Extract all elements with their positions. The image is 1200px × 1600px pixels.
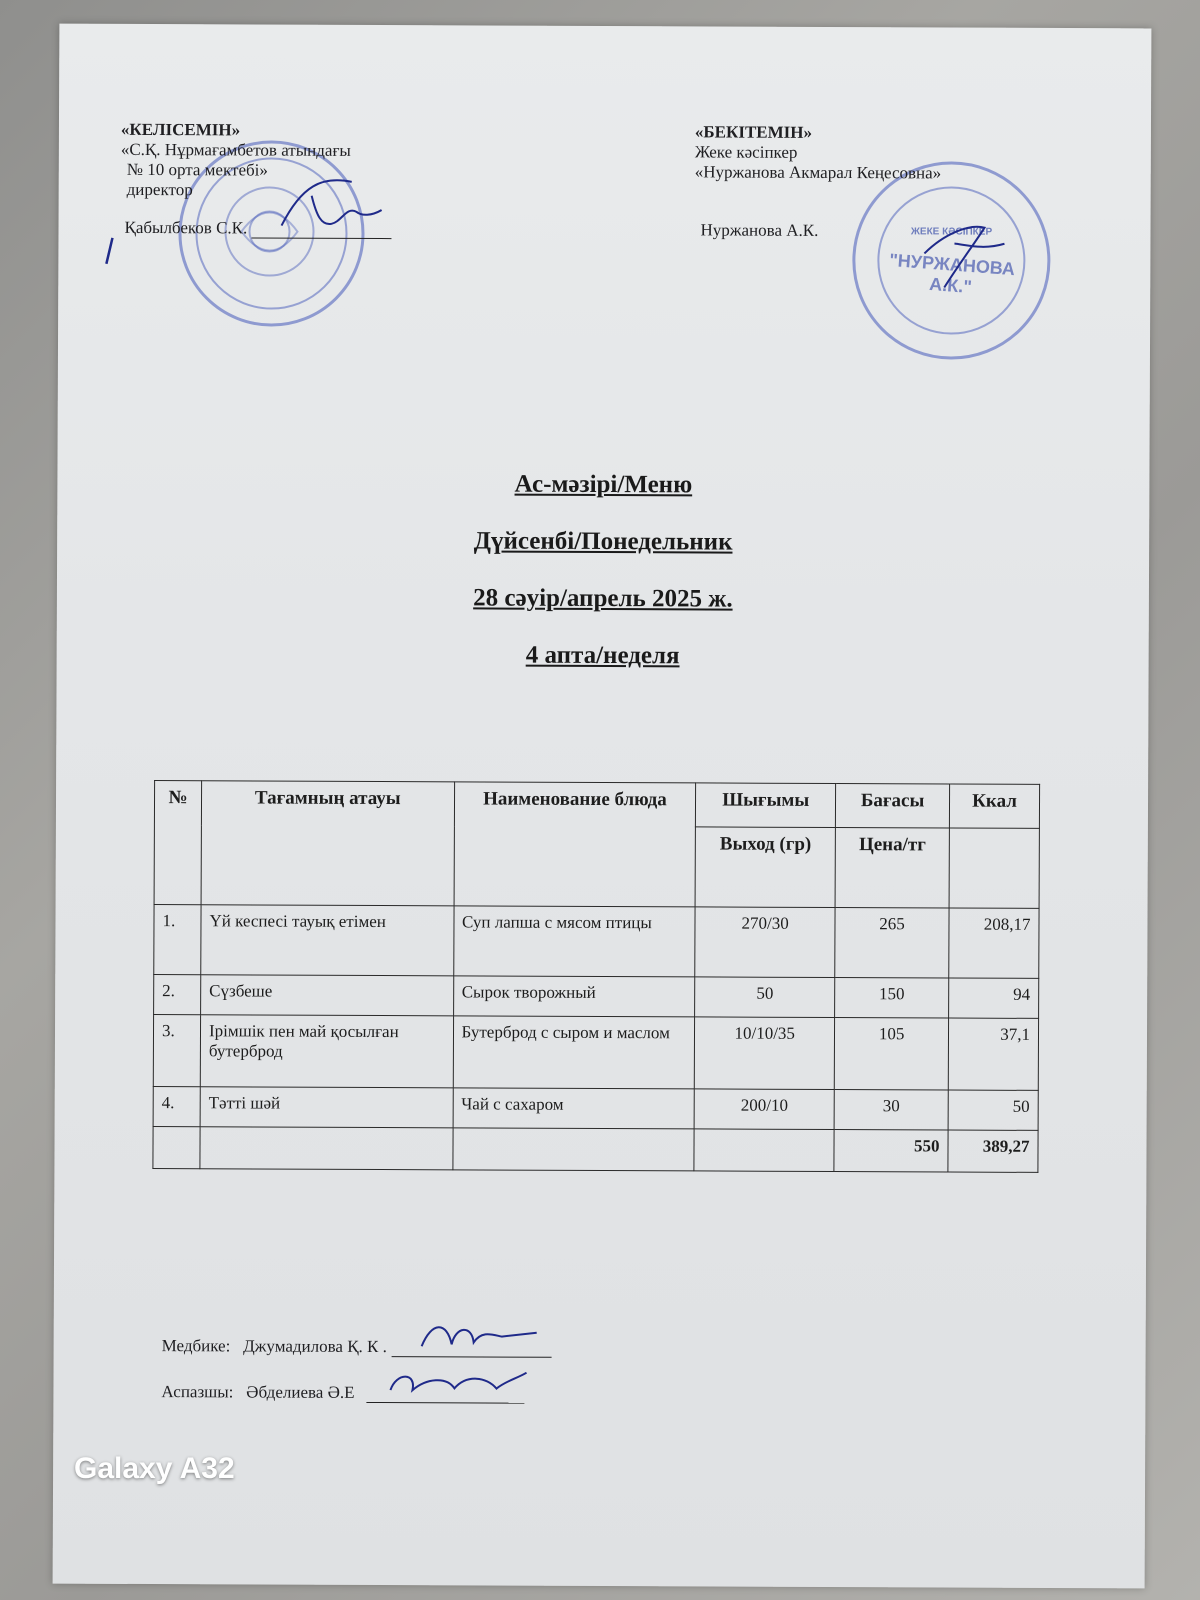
cook-name: Әбделиева Ә.Е bbox=[246, 1382, 355, 1402]
approval-right-name: Нуржанова А.К. bbox=[700, 220, 819, 240]
document-page bbox=[53, 24, 1152, 1589]
row-num: 3. bbox=[153, 1015, 200, 1087]
signature-line-director bbox=[251, 219, 391, 239]
cook-signature-line bbox=[161, 1382, 524, 1404]
camera-watermark: Galaxy A32 bbox=[74, 1452, 235, 1485]
row-name-ru: Сырок творожный bbox=[453, 976, 695, 1017]
row-name-kz: Үй кеспесі тауық етімен bbox=[201, 905, 454, 976]
row-kcal: 37,1 bbox=[948, 1018, 1038, 1090]
row-name-ru: Бутерброд с сыром и маслом bbox=[453, 1016, 695, 1089]
stamp-center-text: ЖЕКЕ КӘСІПКЕР bbox=[910, 226, 993, 238]
row-num: 2. bbox=[154, 975, 201, 1015]
row-price: 30 bbox=[834, 1090, 948, 1130]
row-kcal: 50 bbox=[948, 1090, 1038, 1130]
director-signature bbox=[262, 176, 402, 237]
header-num: № bbox=[154, 781, 202, 905]
nurse-signature-line bbox=[162, 1336, 552, 1358]
row-yield: 10/10/35 bbox=[695, 1017, 835, 1090]
header-name-kz: Тағамның атауы bbox=[201, 781, 454, 906]
approval-left-name: Қабылбеков С.К. bbox=[124, 217, 248, 238]
row-kcal: 94 bbox=[949, 978, 1039, 1018]
title-week: 4 апта/неделя bbox=[525, 641, 680, 670]
row-name-ru: Суп лапша с мясом птицы bbox=[453, 906, 695, 977]
total-price: 550 bbox=[834, 1130, 948, 1172]
nurse-role: Медбике: bbox=[161, 1336, 231, 1356]
header-kcal: Ккал bbox=[949, 784, 1039, 828]
row-price: 105 bbox=[834, 1018, 948, 1090]
tick-mark bbox=[102, 236, 116, 266]
row-num: 1. bbox=[154, 905, 201, 975]
table-row bbox=[154, 975, 1039, 1019]
approval-left-line3: директор bbox=[126, 179, 193, 200]
table-row bbox=[153, 1015, 1038, 1091]
cook-signature bbox=[377, 1364, 537, 1405]
row-price: 265 bbox=[835, 908, 949, 978]
row-name-ru: Чай с сахаром bbox=[453, 1088, 695, 1129]
stamp-name-text: "НУРЖАНОВА А.К." bbox=[888, 249, 1016, 298]
row-yield: 50 bbox=[695, 977, 835, 1018]
approval-left-heading: «КЕЛІСЕМІН» bbox=[120, 119, 241, 140]
row-name-kz: Сүзбеше bbox=[201, 975, 454, 1016]
table-header-row bbox=[154, 781, 1039, 829]
row-price: 150 bbox=[835, 978, 949, 1018]
entrepreneur-signature bbox=[914, 213, 1014, 293]
total-kcal: 389,27 bbox=[948, 1130, 1038, 1172]
title-date: 28 сәуір/апрель 2025 ж. bbox=[473, 584, 733, 613]
menu-table bbox=[152, 780, 1040, 1173]
cook-sign-underline bbox=[367, 1384, 525, 1404]
approval-right-heading: «БЕКІТЕМІН» bbox=[694, 122, 813, 142]
approval-right-line1: Жеке кәсіпкер bbox=[694, 142, 798, 162]
approval-right bbox=[694, 122, 941, 241]
row-num: 4. bbox=[153, 1087, 200, 1127]
menu-title bbox=[57, 454, 1150, 687]
title-menu: Ас-мәзірі/Меню bbox=[514, 470, 693, 499]
row-name-kz: Тәтті шәй bbox=[200, 1087, 453, 1128]
row-yield: 200/10 bbox=[694, 1089, 834, 1130]
nurse-name: Джумадилова Қ. К . bbox=[243, 1336, 387, 1357]
header-yield-ru: Выход (гр) bbox=[695, 827, 835, 908]
nurse-sign-underline bbox=[391, 1338, 551, 1358]
row-name-kz: Ірімшік пен май қосылған бутерброд bbox=[200, 1015, 453, 1088]
title-day: Дүйсенбі/Понедельник bbox=[473, 527, 733, 556]
approval-left-line1: «С.Қ. Нұрмағамбетов атындағы bbox=[120, 139, 351, 160]
row-kcal: 208,17 bbox=[949, 908, 1039, 978]
header-yield-kz: Шығымы bbox=[696, 783, 836, 828]
approval-left-line2: № 10 орта мектебі» bbox=[126, 159, 268, 180]
table-row bbox=[153, 1087, 1038, 1131]
approval-right-line2: «Нуржанова Акмарал Кеңесовна» bbox=[694, 162, 942, 183]
table-row bbox=[154, 905, 1039, 979]
cook-role: Аспазшы: bbox=[161, 1382, 234, 1402]
approval-left bbox=[120, 120, 392, 239]
header-price-ru: Цена/тг bbox=[835, 828, 949, 908]
nurse-signature bbox=[411, 1316, 551, 1357]
row-yield: 270/30 bbox=[695, 907, 835, 978]
header-kcal-empty bbox=[949, 828, 1039, 908]
header-price-kz: Бағасы bbox=[836, 784, 950, 828]
table-total-row bbox=[153, 1127, 1038, 1173]
header-name-ru: Наименование блюда bbox=[454, 782, 696, 907]
